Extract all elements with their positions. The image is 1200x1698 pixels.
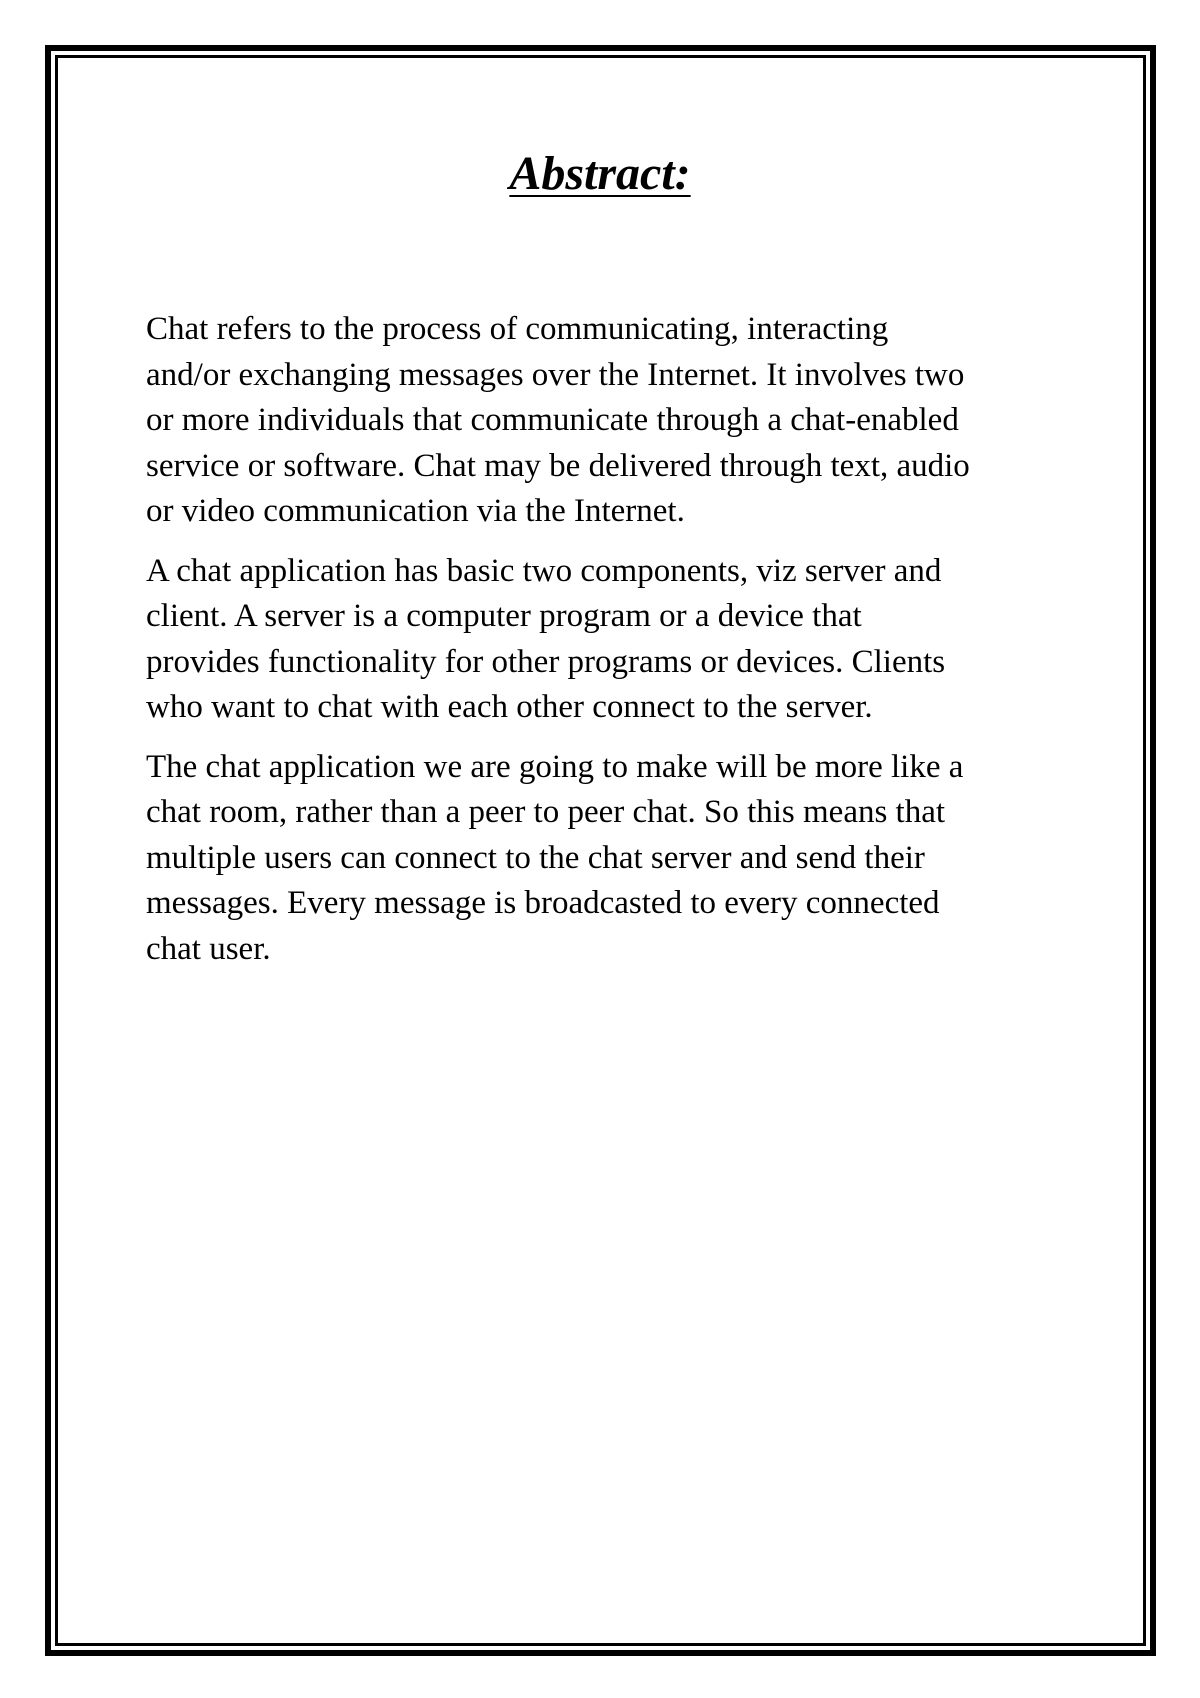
text-line: chat room, rather than a peer to peer chat. So this means that — [146, 794, 946, 830]
paragraph-2 — [146, 549, 1066, 731]
text-line: A chat application has basic two components, viz server and — [146, 552, 942, 589]
text-line: chat user. — [146, 930, 271, 967]
text-line: or video communication via the Internet. — [146, 493, 685, 529]
text-line: and/or exchanging messages over the Internet. It involves two — [146, 356, 965, 393]
text-line: messages. Every message is broadcasted to every connected — [146, 885, 940, 921]
abstract-body — [146, 307, 1066, 986]
text-line: client. A server is a computer program or a device that — [146, 598, 862, 634]
text-line: The chat application we are going to make will be more like a — [146, 748, 964, 785]
paragraph-1 — [146, 307, 1066, 535]
page-title: Abstract: — [509, 147, 691, 200]
text-line: who want to chat with each other connect to the server. — [146, 689, 873, 725]
text-line: multiple users can connect to the chat server and send their — [146, 839, 925, 876]
text-line: Chat refers to the process of communicating, interacting — [146, 311, 889, 347]
paragraph-3 — [146, 745, 1066, 973]
text-line: provides functionality for other programs or devices. Clients — [146, 643, 946, 680]
text-line: or more individuals that communicate through a chat-enabled — [146, 402, 959, 438]
text-line: service or software. Chat may be delivered through text, audio — [146, 447, 970, 484]
